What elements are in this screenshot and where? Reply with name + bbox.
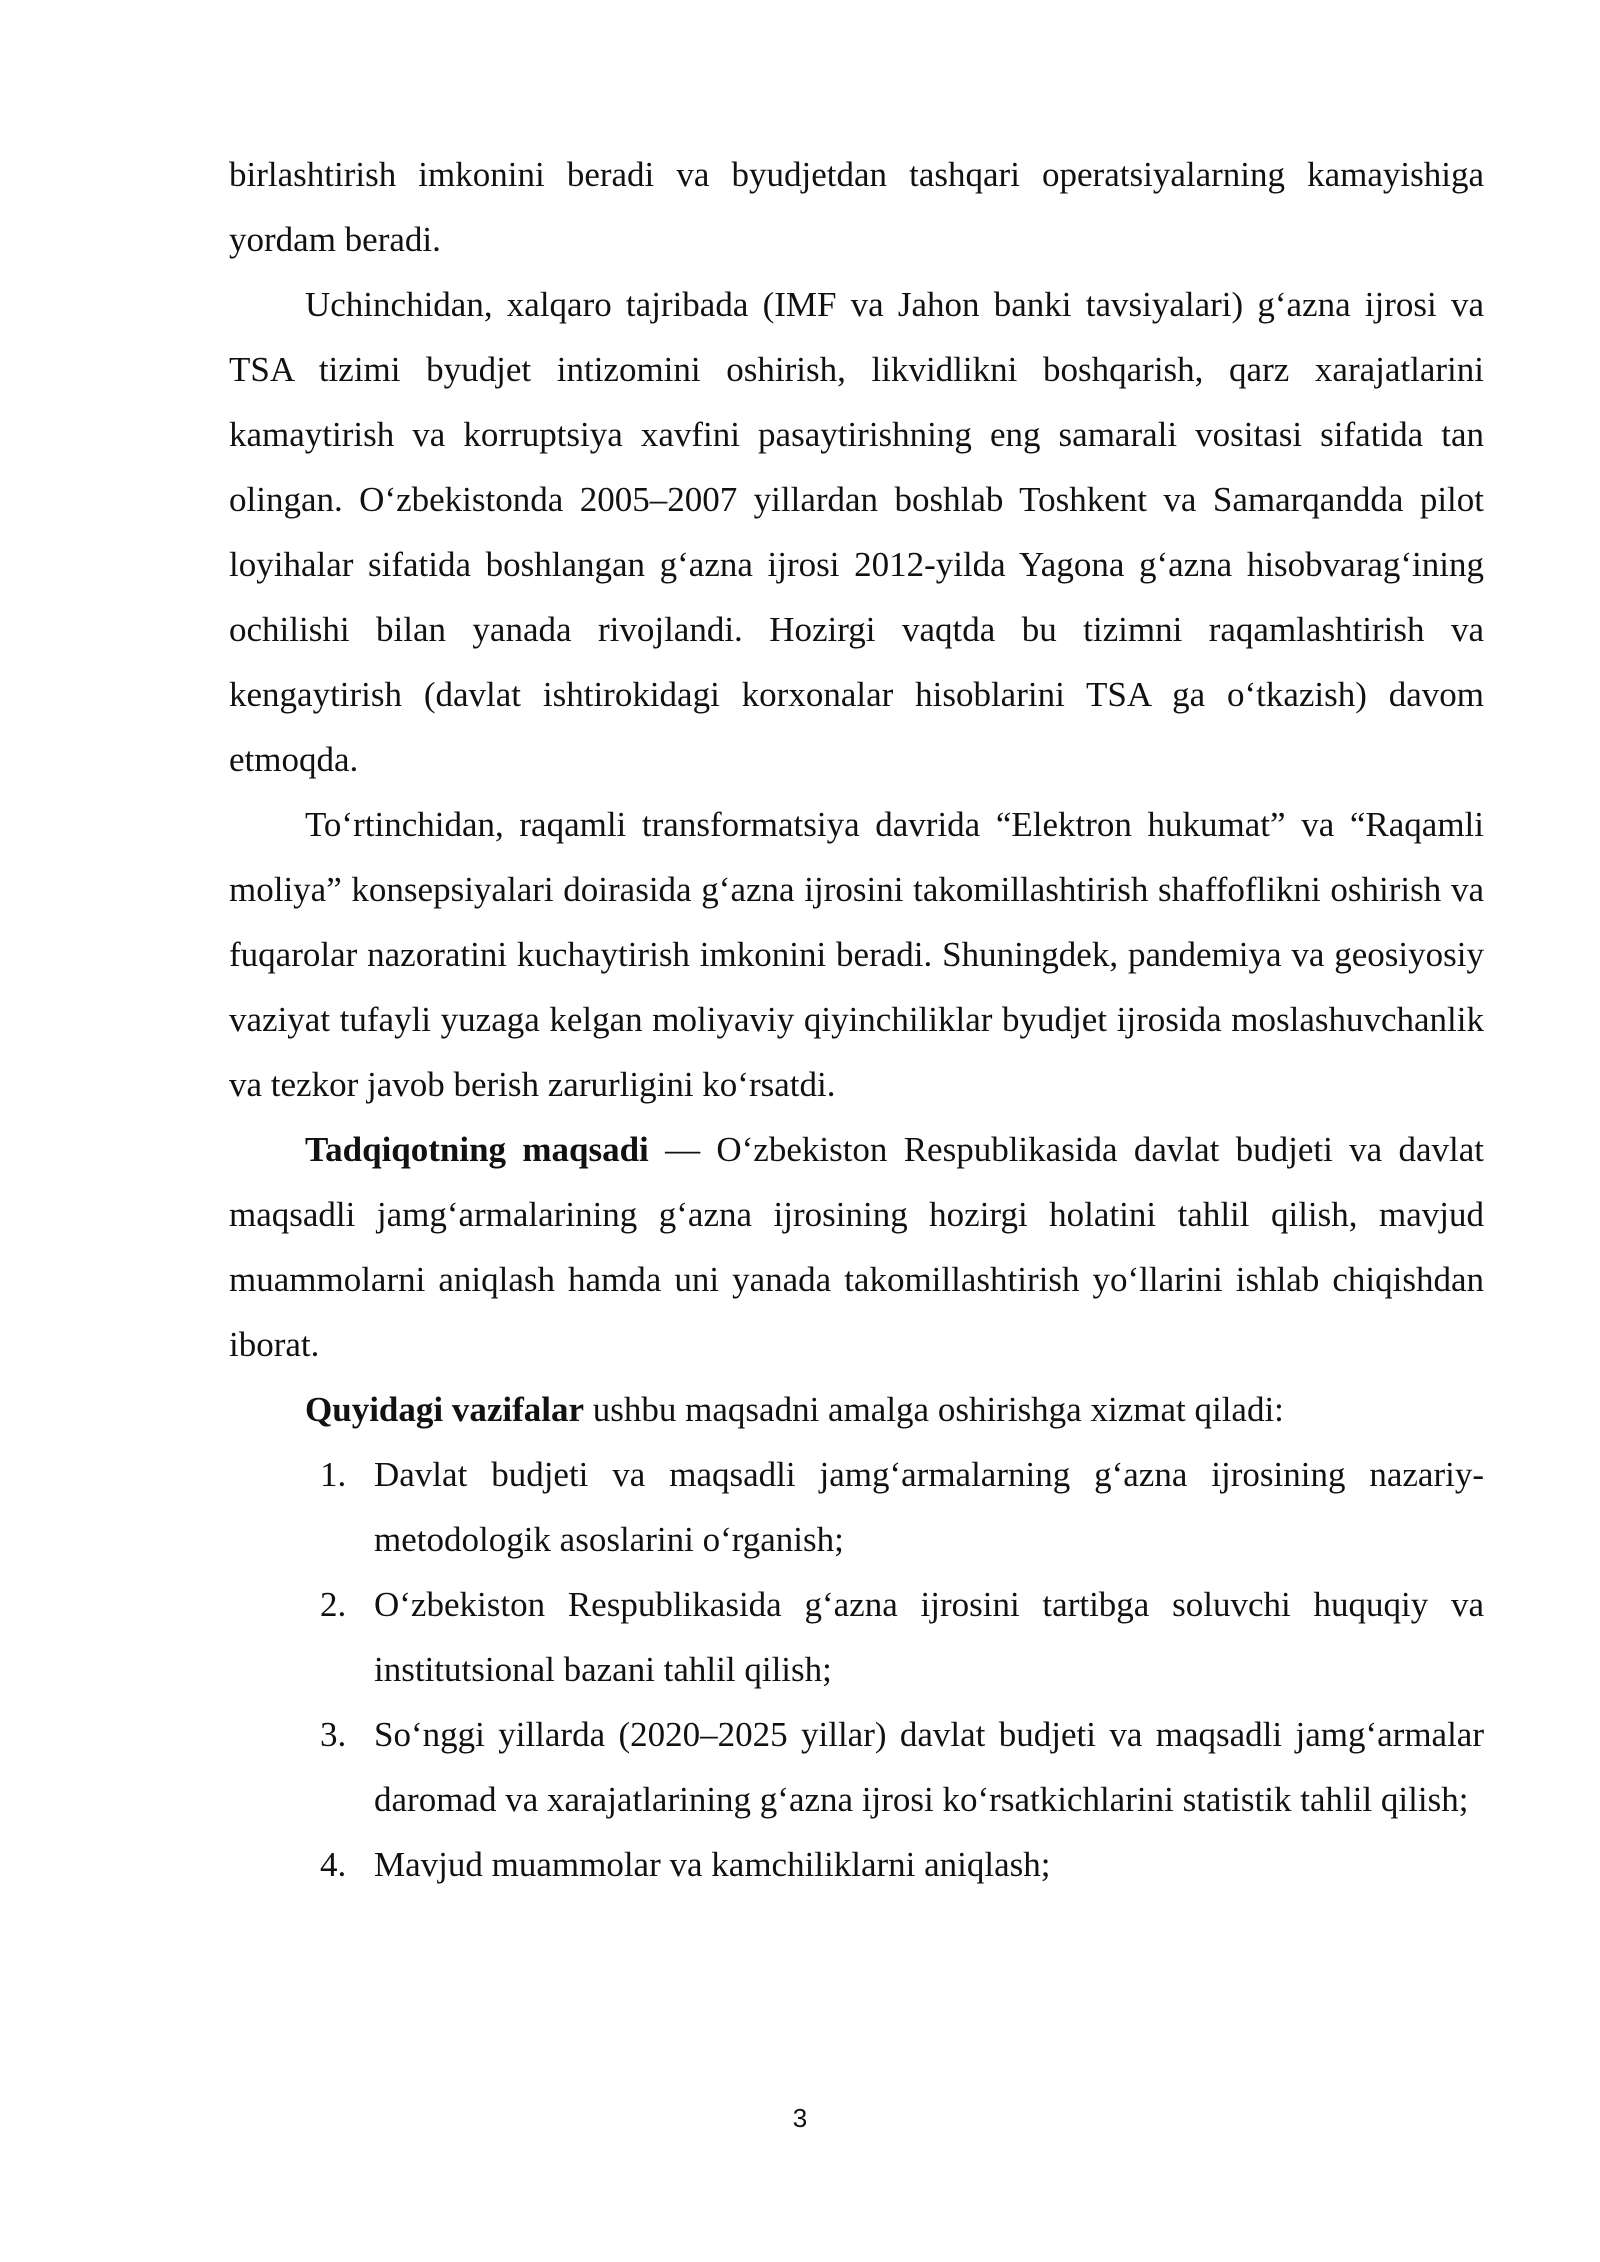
list-item-text: Mavjud muammolar va kamchiliklarni aniqlash; xyxy=(374,1845,1051,1884)
tasks-list xyxy=(229,1442,1484,1897)
research-goal-heading: Tadqiqotning maqsadi xyxy=(305,1130,649,1169)
list-item-text: O‘zbekiston Respublikasida g‘azna ijrosini tartibga soluvchi huquqiy va institutsional bazani tahlil qilish; xyxy=(374,1585,1484,1689)
list-item-text: So‘nggi yillarda (2020–2025 yillar) davlat budjeti va maqsadli jamg‘armalar daromad va xarajatlarining g‘azna ijrosi ko‘rsatkichlarini statistik tahlil qilish; xyxy=(374,1715,1484,1819)
list-item-number: 1. xyxy=(320,1455,347,1494)
tasks-heading: Quyidagi vazifalar xyxy=(305,1390,585,1429)
paragraph-tasks-intro xyxy=(229,1377,1484,1442)
list-item xyxy=(320,1832,1484,1897)
list-item-number: 3. xyxy=(320,1715,347,1754)
paragraph-research-goal xyxy=(229,1117,1484,1377)
research-goal-text: — O‘zbekiston Respublikasida davlat budjeti va davlat maqsadli jamg‘armalarining g‘azna ijrosining hozirgi holatini tahlil qilish, mavjud muammolarni aniqlash hamda uni yanada takomillashtirish yo‘llarini ishlab chiqishdan iborat. xyxy=(229,1130,1484,1364)
page-body xyxy=(229,142,1484,1897)
page-number: 3 xyxy=(792,2103,808,2133)
paragraph-continuation: birlashtirish imkonini beradi va byudjetdan tashqari operatsiyalarning kamayishiga yordam beradi. xyxy=(229,155,1484,259)
list-item xyxy=(320,1572,1484,1702)
list-item xyxy=(320,1442,1484,1572)
paragraph-third-point: Uchinchidan, xalqaro tajribada (IMF va Jahon banki tavsiyalari) g‘azna ijrosi va TSA tizimi byudjet intizomini oshirish, likvidlikni boshqarish, qarz xarajatlarini kamaytirish va korruptsiya xavfini pasaytirishning eng samarali vositasi sifatida tan olingan. O‘zbekistonda 2005–2007 yillardan boshlab Toshkent va Samarqandda pilot loyihalar sifatida boshlangan g‘azna ijrosi 2012-yilda Yagona g‘azna hisobvarag‘ining ochilishi bilan yanada rivojlandi. Hozirgi vaqtda bu tizimni raqamlashtirish va kengaytirish (davlat ishtirokidagi korxonalar hisoblarini TSA ga o‘tkazish) davom etmoqda. xyxy=(229,285,1484,779)
list-item xyxy=(320,1702,1484,1832)
paragraph-fourth-point: To‘rtinchidan, raqamli transformatsiya davrida “Elektron hukumat” va “Raqamli moliya” konsepsiyalari doirasida g‘azna ijrosini takomillashtirish shaffoflikni oshirish va fuqarolar nazoratini kuchaytirish imkonini beradi. Shuningdek, pandemiya va geosiyosiy vaziyat tufayli yuzaga kelgan moliyaviy qiyinchiliklar byudjet ijrosida moslashuvchanlik va tezkor javob berish zarurligini ko‘rsatdi. xyxy=(229,805,1484,1104)
tasks-intro-text: ushbu maqsadni amalga oshirishga xizmat qiladi: xyxy=(584,1390,1284,1429)
list-item-number: 2. xyxy=(320,1585,347,1624)
list-item-number: 4. xyxy=(320,1845,347,1884)
list-item-text: Davlat budjeti va maqsadli jamg‘armalarning g‘azna ijrosining nazariy-metodologik asoslarini o‘rganish; xyxy=(374,1455,1484,1559)
